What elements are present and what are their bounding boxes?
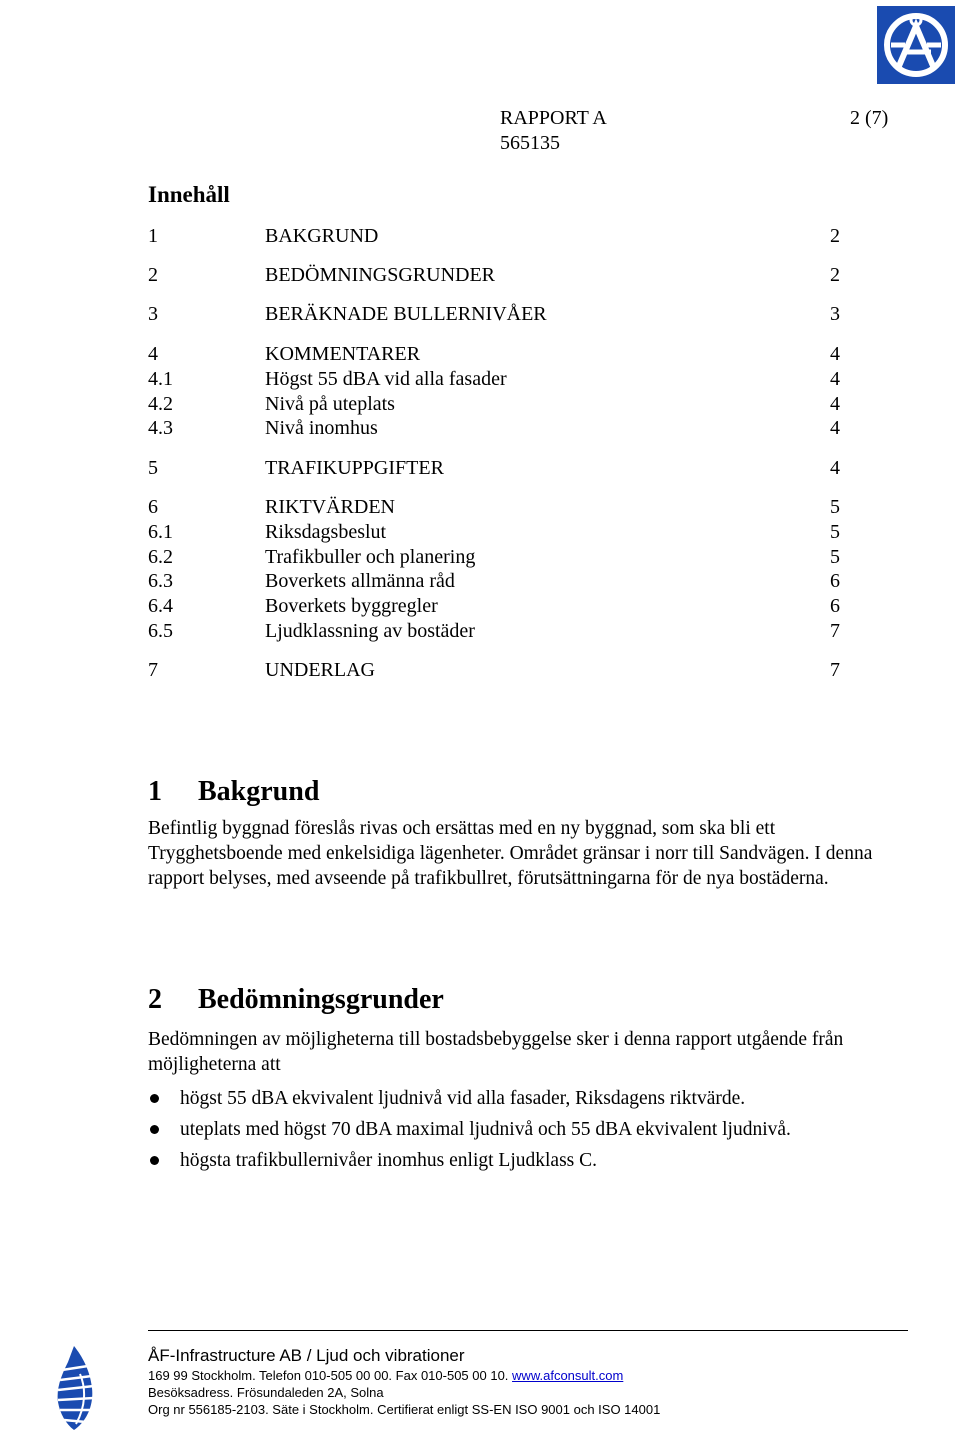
toc-entry-number: 7 — [148, 659, 158, 681]
toc-entry[interactable] — [148, 392, 840, 416]
list-item — [148, 1148, 908, 1179]
toc-entry-page: 4 — [830, 457, 840, 479]
shell-logo — [52, 1344, 100, 1432]
footer-contact-text: 169 99 Stockholm. Telefon 010-505 00 00. Fax 010-505 00 10. — [148, 1368, 509, 1383]
toc-entry-page: 6 — [830, 595, 840, 617]
toc-entry-number: 5 — [148, 457, 158, 479]
section-2-number: 2 — [148, 984, 162, 1015]
toc-entry-number: 4.3 — [148, 417, 173, 439]
toc-entry-page: 4 — [830, 343, 840, 365]
af-logo-icon — [877, 6, 955, 84]
toc-entry[interactable] — [148, 263, 840, 287]
toc-entry-label: Högst 55 dBA vid alla fasader — [265, 368, 507, 390]
toc-entry-page: 4 — [830, 417, 840, 439]
footer-org-info: Org nr 556185-2103. Säte i Stockholm. Certifierat enligt SS-EN ISO 9001 och ISO 14001 — [148, 1402, 661, 1417]
toc-entry[interactable] — [148, 367, 840, 391]
toc-entry[interactable] — [148, 416, 840, 440]
bullet-icon — [150, 1156, 159, 1165]
toc-entry-label: Trafikbuller och planering — [265, 546, 476, 568]
footer-visit-address: Besöksadress. Frösundaleden 2A, Solna — [148, 1385, 384, 1400]
toc-entry-number: 6.4 — [148, 595, 173, 617]
bullet-icon — [150, 1125, 159, 1134]
toc-entry-label: Nivå inomhus — [265, 417, 378, 439]
toc-entry[interactable] — [148, 302, 840, 326]
toc-entry[interactable] — [148, 342, 840, 366]
toc-entry-number: 6.2 — [148, 546, 173, 568]
toc-entry-label: BEDÖMNINGSGRUNDER — [265, 264, 496, 286]
toc-entry[interactable] — [148, 224, 840, 248]
toc-entry-label: BERÄKNADE BULLERNIVÅER — [265, 303, 547, 325]
toc-entry-page: 2 — [830, 264, 840, 286]
toc-entry[interactable] — [148, 594, 840, 618]
af-logo — [877, 6, 955, 84]
toc-entry-number: 6.3 — [148, 570, 173, 592]
toc-entry[interactable] — [148, 619, 840, 643]
footer-contact — [148, 1367, 623, 1384]
toc-entry-number: 6 — [148, 496, 158, 518]
section-2-paragraph: Bedömningen av möjligheterna till bostadsbebyggelse sker i denna rapport utgående från möjligheterna att — [148, 1029, 844, 1075]
toc-entry-number: 4.1 — [148, 368, 173, 390]
toc-entry-label: BAKGRUND — [265, 225, 379, 247]
section-2-heading — [148, 984, 444, 1016]
bullet-icon — [150, 1094, 159, 1103]
section-2-title: Bedömningsgrunder — [198, 984, 444, 1015]
list-item — [148, 1086, 908, 1117]
toc-entry[interactable] — [148, 456, 840, 480]
toc-entry-page: 5 — [830, 496, 840, 518]
list-item-text: högst 55 dBA ekvivalent ljudnivå vid alla fasader, Riksdagens riktvärde. — [180, 1088, 746, 1109]
website-link[interactable]: www.afconsult.com — [512, 1368, 624, 1383]
toc-entry-page: 7 — [830, 659, 840, 681]
toc-entry-label: Boverkets byggregler — [265, 595, 438, 617]
toc-entry[interactable] — [148, 520, 840, 544]
list-item — [148, 1117, 908, 1148]
toc-entry-page: 4 — [830, 393, 840, 415]
toc-entry-label: Ljudklassning av bostäder — [265, 620, 475, 642]
toc-entry-number: 6.5 — [148, 620, 173, 642]
toc-entry-label: Nivå på uteplats — [265, 393, 395, 415]
toc-entry-label: Boverkets allmänna råd — [265, 570, 455, 592]
toc-entry-number: 3 — [148, 303, 158, 325]
list-item-text: uteplats med högst 70 dBA maximal ljudnivå och 55 dBA ekvivalent ljudnivå. — [180, 1119, 791, 1140]
toc-entry-label: UNDERLAG — [265, 659, 375, 681]
toc-entry-page: 5 — [830, 546, 840, 568]
toc-entry-page: 5 — [830, 521, 840, 543]
toc-entry[interactable] — [148, 495, 840, 519]
page-indicator: 2 (7) — [850, 107, 889, 129]
toc-entry-page: 2 — [830, 225, 840, 247]
report-label: RAPPORT A — [500, 107, 607, 129]
toc-entry-label: KOMMENTARER — [265, 343, 421, 365]
toc-entry-number: 4.2 — [148, 393, 173, 415]
list-item-text: högsta trafikbullernivåer inomhus enligt Ljudklass C. — [180, 1150, 598, 1171]
toc-entry-page: 7 — [830, 620, 840, 642]
toc-entry[interactable] — [148, 545, 840, 569]
toc-entry-number: 6.1 — [148, 521, 173, 543]
report-number: 565135 — [500, 132, 560, 154]
toc-entry-page: 3 — [830, 303, 840, 325]
toc-entry-label: Riksdagsbeslut — [265, 521, 387, 543]
toc-entry-page: 6 — [830, 570, 840, 592]
section-1-heading — [148, 776, 319, 808]
toc-entry-number: 1 — [148, 225, 158, 247]
toc-entry-page: 4 — [830, 368, 840, 390]
toc-entry-label: RIKTVÄRDEN — [265, 496, 395, 518]
toc-entry[interactable] — [148, 569, 840, 593]
section-1-paragraph: Befintlig byggnad föreslås rivas och ersättas med en ny byggnad, som ska bli ett Trygghetsboende med enkelsidiga lägenheter. Området gränsar i norr till Sandvägen. I denna rapport belyses, med avseende på trafikbullret, förutsättningarna för de nya bostäderna. — [148, 818, 873, 889]
footer-divider — [148, 1330, 908, 1331]
toc-entry-number: 4 — [148, 343, 158, 365]
toc-entry[interactable] — [148, 658, 840, 682]
shell-icon — [52, 1344, 100, 1432]
footer-company: ÅF-Infrastructure AB / Ljud och vibrationer — [148, 1346, 465, 1365]
toc-title: Innehåll — [148, 182, 230, 207]
criteria-list — [148, 1086, 908, 1179]
section-1-number: 1 — [148, 776, 162, 807]
toc-entry-label: TRAFIKUPPGIFTER — [265, 457, 444, 479]
section-1-title: Bakgrund — [198, 776, 320, 807]
toc-entry-number: 2 — [148, 264, 158, 286]
